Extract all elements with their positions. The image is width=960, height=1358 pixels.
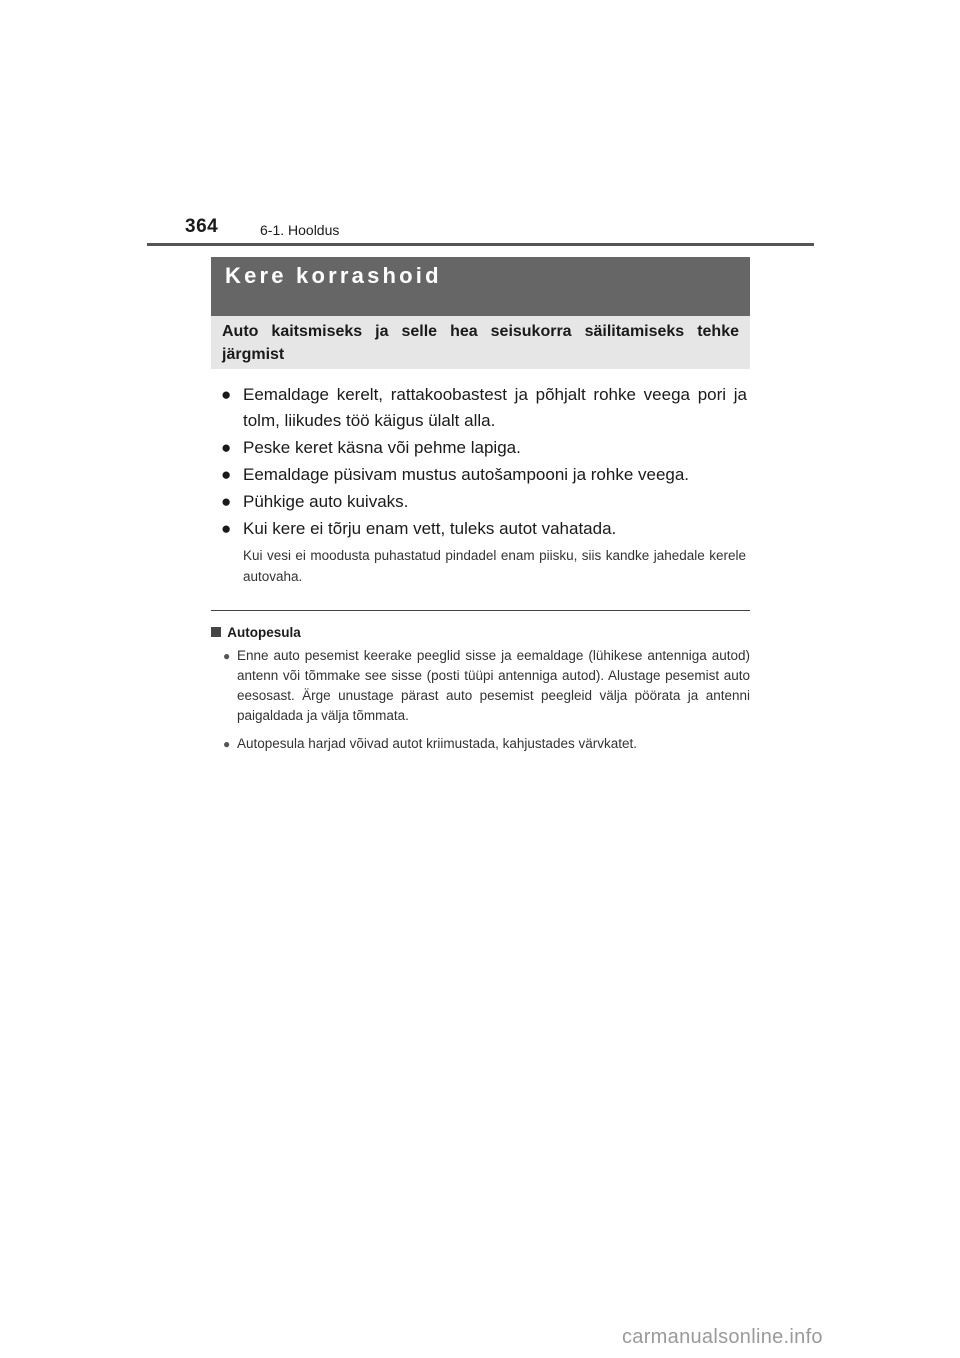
list-item — [221, 435, 747, 461]
bullet-icon: ● — [221, 438, 232, 457]
step-text: Kui kere ei tõrju enam vett, tuleks autot vahatada. — [243, 519, 617, 538]
bullet-icon: ● — [221, 492, 232, 511]
list-item — [211, 646, 750, 726]
list-item — [221, 462, 747, 488]
bullet-icon: ● — [221, 465, 232, 484]
wax-note: Kui vesi ei moodusta puhastatud pindadel enam piisku, siis kandke jahedale kerele autovaha. — [243, 548, 746, 584]
list-item — [221, 382, 747, 434]
section-divider — [211, 610, 750, 611]
step-text: Peske keret käsna või pehme lapiga. — [243, 438, 521, 457]
step-text: Eemaldage püsivam mustus autošampooni ja rohke veega. — [243, 465, 690, 484]
bullet-icon: ● — [223, 737, 231, 751]
watermark: carmanualsonline.info — [622, 1326, 823, 1348]
square-bullet-icon — [211, 627, 221, 637]
page-number: 364 — [185, 216, 219, 237]
section-reference: 6-1. Hooldus — [260, 222, 340, 238]
intro-box — [211, 316, 750, 369]
page-title: Kere korrashoid — [225, 263, 442, 288]
step-text: Pühkige auto kuivaks. — [243, 492, 409, 511]
title-box — [211, 257, 750, 316]
list-item — [221, 489, 747, 515]
list-item — [211, 734, 750, 754]
car-wash-heading — [211, 624, 750, 642]
bullet-icon: ● — [223, 649, 231, 663]
bullet-icon: ● — [221, 519, 232, 538]
bullet-icon: ● — [221, 385, 232, 404]
car-wash-note: Enne auto pesemist keerake peeglid sisse ja eemaldage (lühikese antenniga autod) antenn või tõmmake see sisse (posti tüüpi antenniga autod). Alustage pesemist auto eesosast. Ärge unustage pärast auto pesemist peegleid välja pöörata ja antenni paigaldada ja välja tõmmata. — [237, 648, 750, 723]
car-wash-note: Autopesula harjad võivad autot kriimustada, kahjustades värvkatet. — [237, 736, 637, 751]
step-text: Eemaldage kerelt, rattakoobastest ja põhjalt rohke veega pori ja tolm, liikudes töö käigus ülalt alla. — [243, 385, 747, 430]
car-wash-heading-text: Autopesula — [227, 625, 301, 640]
car-wash-section — [211, 624, 750, 754]
list-item — [221, 516, 747, 542]
intro-text: Auto kaitsmiseks ja selle hea seisukorra säilitamiseks tehke järgmist — [222, 323, 739, 363]
header-rule — [147, 243, 814, 246]
steps-list — [221, 382, 747, 543]
